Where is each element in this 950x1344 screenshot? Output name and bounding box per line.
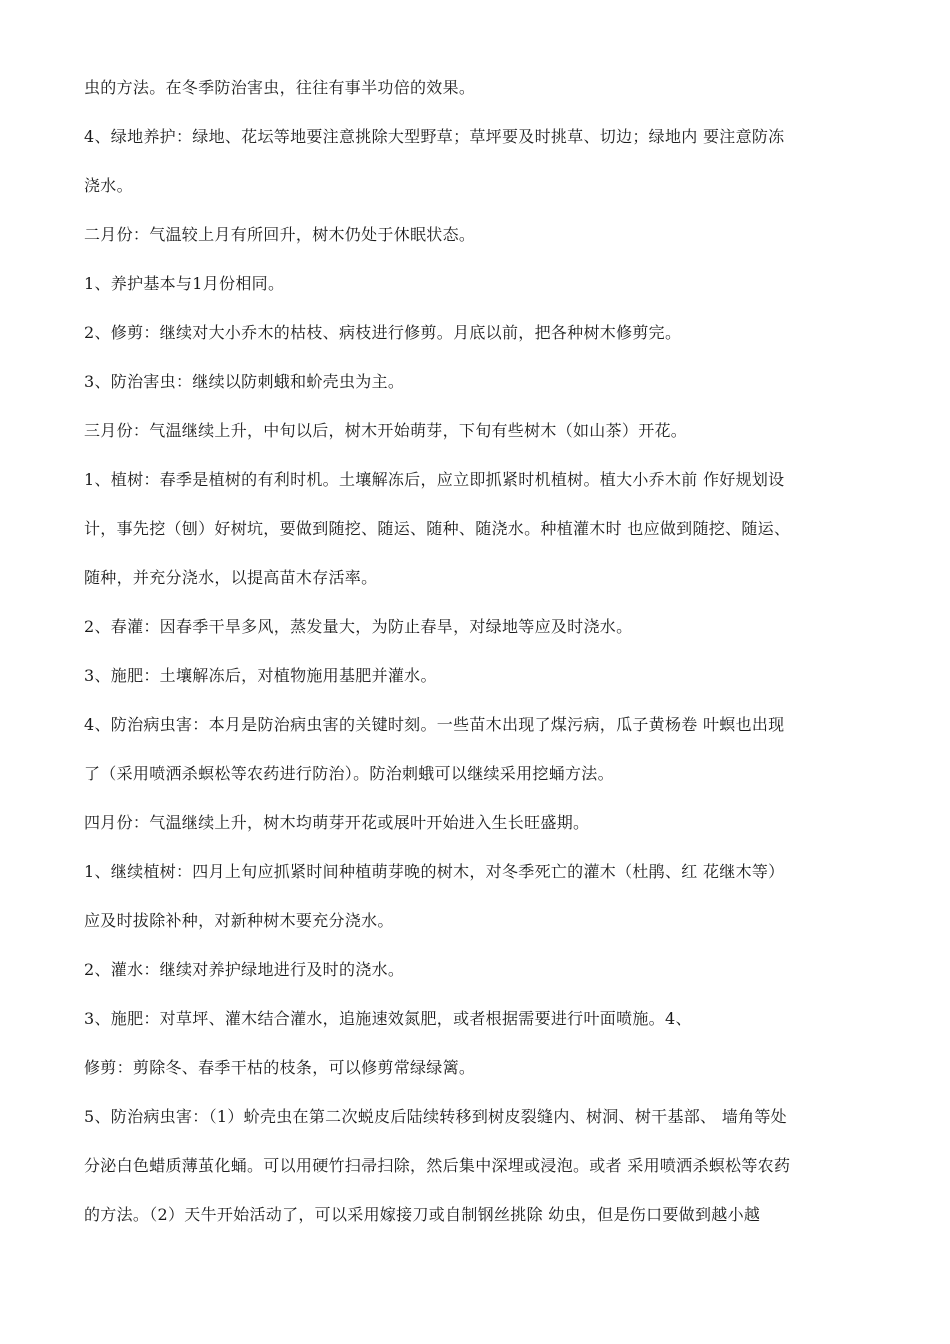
- text-line: 二月份：气温较上月有所回升，树木仍处于休眠状态。: [84, 225, 476, 244]
- text-line: 的方法。（2）天牛开始活动了，可以采用嫁接刀或自制钢丝挑除 幼虫，但是伤口要做到越小越: [84, 1205, 761, 1224]
- text-line: 1、养护基本与1月份相同。: [84, 274, 285, 293]
- text-line: 了（采用喷洒杀螟松等农药进行防治）。防治刺蛾可以继续采用挖蛹方法。: [84, 764, 614, 783]
- text-line: 三月份：气温继续上升，中旬以后，树木开始萌芽，下旬有些树木（如山茶）开花。: [84, 421, 688, 440]
- text-line: 4、绿地养护：绿地、花坛等地要注意挑除大型野草；草坪要及时挑草、切边；绿地内 要注意防冻: [84, 127, 785, 146]
- text-line: 浇水。: [84, 176, 133, 195]
- text-line: 2、灌水：继续对养护绿地进行及时的浇水。: [84, 960, 405, 979]
- text-line: 4、防治病虫害：本月是防治病虫害的关键时刻。一些苗木出现了煤污病，瓜子黄杨卷 叶螟也出现: [84, 715, 785, 734]
- text-line: 应及时拔除补种，对新种树木要充分浇水。: [84, 911, 394, 930]
- text-line: 随种，并充分浇水，以提高苗木存活率。: [84, 568, 378, 587]
- text-line: 3、防治害虫：继续以防刺蛾和蚧壳虫为主。: [84, 372, 405, 391]
- text-line: 5、防治病虫害：（1）蚧壳虫在第二次蜕皮后陆续转移到树皮裂缝内、树洞、树干基部、 墙角等处: [84, 1107, 787, 1126]
- text-line: 虫的方法。在冬季防治害虫，往往有事半功倍的效果。: [84, 78, 476, 97]
- text-line: 修剪：剪除冬、春季干枯的枝条，可以修剪常绿绿篱。: [84, 1058, 476, 1077]
- text-line: 计，事先挖（刨）好树坑，要做到随挖、随运、随种、随浇水。种植灌木时 也应做到随挖、随运、: [84, 519, 791, 538]
- text-line: 3、施肥：土壤解冻后，对植物施用基肥并灌水。: [84, 666, 437, 685]
- text-line: 2、修剪：继续对大小乔木的枯枝、病枝进行修剪。月底以前，把各种树木修剪完。: [84, 323, 682, 342]
- text-line: 1、植树：春季是植树的有利时机。土壤解冻后，应立即抓紧时机植树。植大小乔木前 作好规划设: [84, 470, 785, 489]
- text-line: 1、继续植树：四月上旬应抓紧时间种植萌芽晚的树木，对冬季死亡的灌木（杜鹃、红 花继木等）: [84, 862, 785, 881]
- text-line: 分泌白色蜡质薄茧化蛹。可以用硬竹扫帚扫除，然后集中深埋或浸泡。或者 采用喷洒杀螟松等农药: [84, 1156, 791, 1175]
- text-line: 四月份：气温继续上升，树木均萌芽开花或展叶开始进入生长旺盛期。: [84, 813, 590, 832]
- text-line: 3、施肥：对草坪、灌木结合灌水，追施速效氮肥，或者根据需要进行叶面喷施。4、: [84, 1009, 692, 1028]
- text-line: 2、春灌：因春季干旱多风，蒸发量大，为防止春旱，对绿地等应及时浇水。: [84, 617, 633, 636]
